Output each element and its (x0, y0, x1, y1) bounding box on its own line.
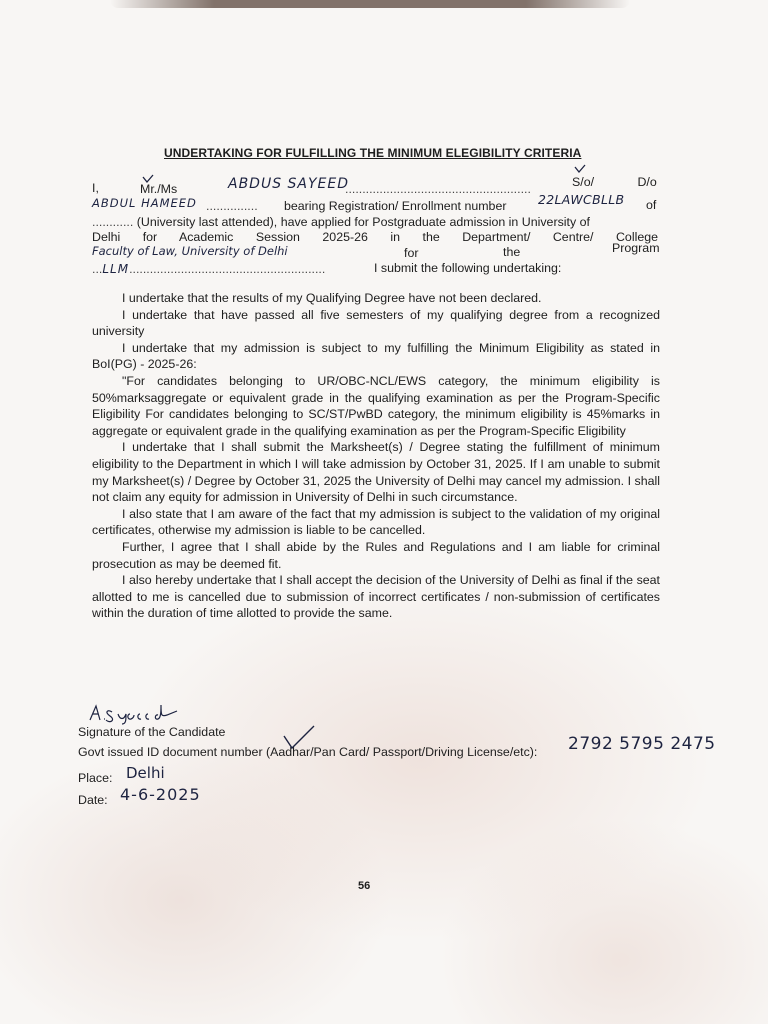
paragraph-rules: Further, I agree that I shall abide by the Rules and Regulations and I am liable for criminal prosecution as may be deemed fit. (92, 539, 660, 571)
form-line-6: ...LLM......................................................... (92, 262, 326, 276)
mr-ms-label: Mr./Ms (140, 182, 178, 196)
date-value: 4-6-2025 (120, 785, 201, 804)
session-line: Delhi for Academic Session 2025-26 in the Department/ Centre/ College (92, 230, 658, 244)
checkmark-icon (282, 724, 316, 750)
program-label: Program (612, 241, 660, 255)
id-label: Govt issued ID document number (Aadhar/Pan Card/ Passport/Driving License/etc): (78, 745, 538, 759)
document-title: UNDERTAKING FOR FULFILLING THE MINIMUM ELEGIBILITY CRITERIA (164, 146, 582, 160)
date-label: Date: (78, 793, 108, 807)
paragraph-criteria: "For candidates belonging to UR/OBC-NCL/EWS category, the minimum eligibility is 50%marksaggregate or equivalent grade in the qualifying examination as per the Program-Specific Eligibility For candidates belonging to SC/ST/PwBD category, the minimum eligibility is 45%marks in aggregate or equivalent grade in the qualifying examination as per the Program-Specific Eligibility (92, 373, 660, 438)
parent-dotted-line: ............... (206, 199, 258, 213)
university-text: (University last attended), have applied for Postgraduate admission in University of (136, 215, 590, 229)
prefix-i: I, (92, 181, 99, 195)
form-line-1 (92, 180, 99, 196)
paragraph-validation: I also state that I am aware of the fact that my admission is subject to the validation of my original certificates, otherwise my admission is liable to be cancelled. (92, 506, 660, 538)
checkmark-icon (142, 174, 154, 184)
top-shadow-band (110, 0, 630, 8)
paragraph-eligibility: I undertake that my admission is subject to my fulfilling the Minimum Eligibility as stated in BoI(PG) - 2025-26: (92, 340, 660, 372)
undertaking-intro: I submit the following undertaking: (374, 261, 562, 275)
parent-name: ABDUL HAMEED (92, 196, 197, 210)
paragraph-semesters: I undertake that have passed all five semesters of my qualifying degree from a recognized university (92, 307, 660, 339)
paragraph-marksheet: I undertake that I shall submit the Marksheet(s) / Degree stating the fulfillment of minimum eligibility to the Department in which I will take admission by October 31, 2025. If I am unable to submit my Marksheet(s) / Degree by October 31, 2025 the University of Delhi may cancel my admission. I shall not claim any equity for admission in University of Delhi in such circumstance. (92, 440, 660, 505)
department-value: Faculty of Law, University of Delhi (92, 244, 288, 258)
signature-label: Signature of the Candidate (78, 725, 226, 739)
paragraph-results: I undertake that the results of my Qualifying Degree have not been declared. (122, 291, 542, 305)
univ-dotted-line: ............ (92, 215, 137, 229)
place-label: Place: (78, 771, 113, 785)
for-label: for (404, 246, 419, 260)
the-label: the (503, 245, 521, 259)
page-number: 56 (358, 880, 371, 892)
candidate-name: ABDUS SAYEED (228, 176, 350, 192)
candidate-signature (86, 700, 186, 726)
name-dotted-line: ...................................................... (345, 182, 531, 196)
id-number: 2792 5795 2475 (568, 734, 716, 754)
so-do-label: S/o/ D/o (572, 175, 657, 189)
place-value: Delhi (126, 764, 165, 782)
paragraph-decision: I also hereby undertake that I shall accept the decision of the University of Delhi as final if the seat allotted to me is cancelled due to submission of incorrect certificates / non-submission of certificates within the duration of time allotted to provide the same. (92, 573, 660, 621)
registration-label: bearing Registration/ Enrollment number (284, 199, 507, 213)
checkmark-icon (574, 164, 586, 174)
form-line-3 (92, 214, 590, 230)
of-label: of (646, 198, 657, 212)
registration-number: 22LAWCBLLB (538, 192, 625, 207)
program-value: LLM (102, 262, 130, 276)
undertaking-body (92, 290, 660, 622)
